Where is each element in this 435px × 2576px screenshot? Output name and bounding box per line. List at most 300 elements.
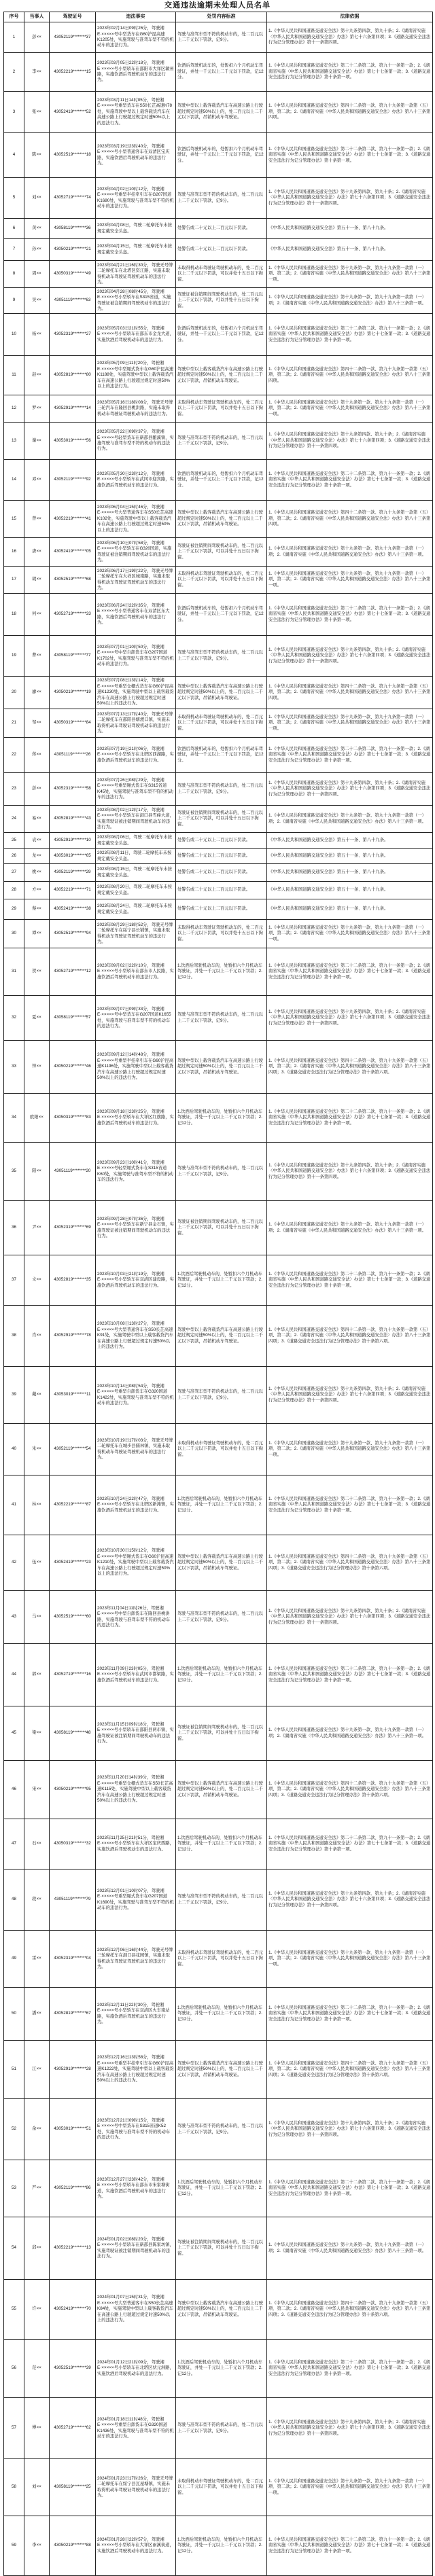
- row-legal-basis: 1.《中华人民共和国道路交通安全法》第十九条第一款、第九十九条第一款第（一）项、第二款；2.《湖南省实施〈中华人民共和国道路交通安全法〉办法》第八十三条第一项。: [267, 1424, 433, 1475]
- row-legal-basis: 1.《中华人民共和国道路交通安全法》第二十二条第二款、第九十一条第一款；2.《湖南省实施〈中华人民共和国道路交通安全法〉办法》第七十七条第一款；3.《道路交通安全违法行为记分管理办法》第十条第一项。: [267, 133, 433, 177]
- row-serial-no: 48: [4, 1870, 24, 1930]
- row-legal-basis: 1.《中华人民共和国道路交通安全法》第四十二条第一款、第九十九条第一款第（五）项、第二款；2.《湖南省实施〈中华人民共和国道路交通安全法〉办法》第八十三条第四项；3.《道路交通安全违法行为记分管理办法》第十条第六项。: [267, 2280, 433, 2339]
- row-license-no: 43050319********84: [50, 709, 96, 737]
- row-penalty: 饮酒后驾驶机动车的，处暂扣六个月机动车驾驶证，并处一千元以上二千元以下罚款，记12分。: [176, 738, 267, 772]
- row-serial-no: 2: [4, 53, 24, 91]
- row-party-name: 杨××: [24, 314, 50, 355]
- row-serial-no: 13: [4, 423, 24, 459]
- row-party-name: 贺××: [24, 948, 50, 995]
- row-license-no: 43052219********15: [50, 53, 96, 91]
- row-violation-fact: 2023年10月03日21时19分，驾驶湘E·×××××号小型轿车在双清区建设路，实施饮酒后驾驶机动车的违法行为。: [96, 1255, 176, 1305]
- row-serial-no: 56: [4, 2340, 24, 2397]
- row-serial-no: 33: [4, 1041, 24, 1093]
- row-legal-basis: 1.《中华人民共和国道路交通安全法》第四十二条第一款、第九十九条第一款第（五）项、第二款；2.《湖南省实施〈中华人民共和国道路交通安全法〉办法》第八十三条第四项；3.《道路交通安全违法行为记分管理办法》第十条第六项。: [267, 1306, 433, 1366]
- row-violation-fact: 2023年12月21日09时15分，驾驶湘E·×××××号中型货车在S315省道K52处，实施驾驶与准驾车型不符的机动车的违法行为。: [96, 2099, 176, 2160]
- row-serial-no: 53: [4, 2160, 24, 2217]
- row-license-no: 43050219********19: [50, 677, 96, 709]
- row-license-no: 43052119********29: [50, 864, 96, 881]
- violation-table: [3, 12, 433, 2576]
- row-penalty: 1.饮酒后驾驶机动车的，处暂扣六个月机动车驾驶证，并处一千元以上二千元以下罚款；2.记12分。: [176, 2340, 267, 2397]
- table-row: [4, 1988, 433, 2041]
- table-row: [4, 2160, 433, 2217]
- row-party-name: 雷××: [24, 1931, 50, 1987]
- row-license-no: 43053019********65: [50, 849, 96, 863]
- row-party-name: 陈××: [24, 133, 50, 177]
- row-license-no: 43052819********43: [50, 806, 96, 832]
- row-party-name: 彭××: [24, 22, 50, 52]
- row-serial-no: 5: [4, 178, 24, 218]
- row-penalty: 驾驶与准驾车型不符的机动车的，处二百元以上二千元以下罚款，记9分。: [176, 1591, 267, 1643]
- row-violation-fact: 2023年08月02日12时17分，驾驶湘E·×××××号小型轿车在洞口县雪峰大道，实施驾驶证被注销期间驾驶机动车的违法行为。: [96, 806, 176, 832]
- row-license-no: 43052219********13: [50, 2217, 96, 2279]
- table-row: [4, 2099, 433, 2160]
- row-license-no: 43052719********74: [50, 178, 96, 218]
- row-party-name: 方××: [24, 882, 50, 899]
- table-header-row: [4, 12, 433, 22]
- row-penalty: 处警告或二十元以上二百元以下罚款。: [176, 882, 267, 899]
- row-serial-no: 15: [4, 501, 24, 537]
- row-violation-fact: 2023年10月14日08时54分，驾驶湘E·×××××号重型自卸货车在G320国道K1422处，实施驾驶与准驾车型不符的机动车的违法行为。: [96, 1367, 176, 1423]
- table-row: [4, 538, 433, 567]
- row-license-no: 43052519********68: [50, 567, 96, 593]
- row-party-name: 傅××: [24, 2398, 50, 2458]
- row-serial-no: 9: [4, 288, 24, 313]
- row-serial-no: 23: [4, 773, 24, 805]
- table-row: [4, 1644, 433, 1706]
- row-license-no: 43058119********25: [50, 2459, 96, 2516]
- row-violation-fact: 2023年03月11日14时05分，驾驶湘E·×××××号重型货车在S50长芷高速K78处，实施驾驶中型以上载客载货汽车在高速公路上行驶超过规定时速50%以上的违法行为。: [96, 92, 176, 132]
- row-penalty: 驾驶与准驾车型不符的机动车的，处二百元以上二千元以下罚款，记9分。: [176, 1367, 267, 1423]
- row-penalty: 驾驶与准驾车型不符的机动车的，处二百元以上二千元以下罚款，记9分。: [176, 1870, 267, 1930]
- row-party-name: 伍××: [24, 1535, 50, 1590]
- row-penalty: 驾驶证被注销期间驾驶机动车的，处二百元以上二千元以下罚款，可以并处十五日以下拘留。: [176, 2217, 267, 2279]
- row-serial-no: 34: [4, 1094, 24, 1142]
- table-row: [4, 636, 433, 677]
- row-penalty: 饮酒后驾驶机动车的，处暂扣六个月机动车驾驶证，并处一千元以上二千元以下罚款，记12分。: [176, 53, 267, 91]
- row-serial-no: 31: [4, 948, 24, 995]
- row-license-no: 43050319********83: [50, 1094, 96, 1142]
- row-license-no: 43052719********12: [50, 948, 96, 995]
- row-penalty: 驾驶中型以上载客载货汽车在高速公路上行驶超过规定时速50%以上的，处二百元以上二千元以下罚款，吊销机动车驾驶证。: [176, 501, 267, 537]
- row-violation-fact: 2023年05月03日21时55分，驾驶湘E·×××××号小型轿车在邵东市金龙大道，实施饮酒后驾驶机动车的违法行为。: [96, 314, 176, 355]
- table-row: [4, 239, 433, 261]
- row-license-no: 43052419********23: [50, 1535, 96, 1590]
- row-license-no: 43051119********20: [50, 1143, 96, 1200]
- row-party-name: 朱××: [24, 1424, 50, 1475]
- row-violation-fact: 2024年01月28日22时57分，驾驶湘E·×××××号小型轿车在大祥区雨溪街道，实施饮酒后驾驶机动车的违法行为。: [96, 2516, 176, 2575]
- row-party-name: 邓××: [24, 460, 50, 500]
- header-violation-fact: 违法事实: [96, 12, 176, 22]
- row-violation-fact: 2023年07月13日17时40分，驾驶无号牌二轮摩托车在邵阳县塘渡口镇，实施未取得机动车驾驶证驾驶机动车的违法行为。: [96, 709, 176, 737]
- header-party: 当事人: [24, 12, 50, 22]
- row-violation-fact: 2023年04月02日10时12分，驾驶湘E·×××××号重型半挂牵引车在G207国道K1680处，实施驾驶与准驾车型不符的机动车的违法行为。: [96, 178, 176, 218]
- row-violation-fact: 2024年01月02日08时20分，驾驶湘E·×××××号小型轿车在新邵县陈家坊镇，实施驾驶证被注销期间驾驶机动车的违法行为。: [96, 2217, 176, 2279]
- row-party-name: 袁××: [24, 833, 50, 848]
- row-serial-no: 52: [4, 2099, 24, 2160]
- row-penalty: 处警告或二十元以上二百元以下罚款。: [176, 833, 267, 848]
- row-license-no: 43052419********52: [50, 92, 96, 132]
- row-serial-no: 32: [4, 996, 24, 1040]
- row-legal-basis: 《中华人民共和国道路交通安全法》第五十一条、第八十九条。: [267, 239, 433, 260]
- row-license-no: 43050219********88: [50, 2516, 96, 2575]
- row-party-name: 曹××: [24, 636, 50, 676]
- row-legal-basis: 1.《中华人民共和国道路交通安全法》第十九条第一款、第九十九条第一款第（一）项、第二款；2.《湖南省实施〈中华人民共和国道路交通安全法〉办法》第八十三条第一项。: [267, 2459, 433, 2516]
- row-party-name: 李××: [24, 2516, 50, 2575]
- row-party-name: 欧阳××: [24, 1094, 50, 1142]
- row-serial-no: 43: [4, 1591, 24, 1643]
- row-violation-fact: 2023年07月01日10时50分，驾驶湘E·×××××号中型自卸货车在G207国道K1702处，实施驾驶与准驾车型不符的机动车的违法行为。: [96, 636, 176, 676]
- row-legal-basis: 1.《中华人民共和国道路交通安全法》第十九条第四款、第九十条；2.《湖南省实施〈中华人民共和国道路交通安全法〉办法》第七十六条第四项；3.《道路交通安全违法行为记分管理办法》第十一条第四项。: [267, 1591, 433, 1643]
- row-penalty: 驾驶中型以上载客载货汽车在高速公路上行驶超过规定时速50%以上的，处二百元以上二千元以下罚款，吊销机动车驾驶证。: [176, 2280, 267, 2339]
- row-serial-no: 57: [4, 2398, 24, 2458]
- row-serial-no: 20: [4, 677, 24, 709]
- row-serial-no: 16: [4, 538, 24, 566]
- row-violation-fact: 2023年10月08日13时27分，驾驶湘E·×××××号大型普通客车在S50长芷高速K91处，实施驾驶中型以上载客载货汽车在高速公路上行驶超过规定时速50%以上的违法行为。: [96, 1306, 176, 1366]
- row-party-name: 谭××: [24, 920, 50, 948]
- row-penalty: 处警告或二十元以上二百元以下罚款。: [176, 899, 267, 919]
- table-row: [4, 709, 433, 738]
- table-row: [4, 899, 433, 920]
- row-legal-basis: 1.《中华人民共和国道路交通安全法》第二十二条第二款、第九十一条第一款；2.《湖南省实施〈中华人民共和国道路交通安全法〉办法》第七十七条第一款；3.《道路交通安全违法行为记分管理办法》第十条第一项。: [267, 1094, 433, 1142]
- row-party-name: 廖××: [24, 677, 50, 709]
- table-row: [4, 920, 433, 948]
- row-party-name: 戴××: [24, 1367, 50, 1423]
- row-license-no: 43052119********54: [50, 1424, 96, 1475]
- row-violation-fact: 2023年08月24日，驾驶二轮摩托车未按规定戴安全头盔。: [96, 899, 176, 919]
- row-violation-fact: 2023年11月15日09时18分，驾驶湘E·×××××号小型轿车在邵阳县两市镇，实施驾驶证被注销期间驾驶机动车的违法行为。: [96, 1706, 176, 1760]
- row-party-name: 罗××: [24, 395, 50, 422]
- row-party-name: 彭××: [24, 773, 50, 805]
- row-license-no: 43051119********26: [50, 738, 96, 772]
- row-legal-basis: 1.《中华人民共和国道路交通安全法》第十九条第一款、第九十九条第一款第（一）项、第二款；2.《湖南省实施〈中华人民共和国道路交通安全法〉办法》第八十三条第一项。: [267, 709, 433, 737]
- row-legal-basis: 1.《中华人民共和国道路交通安全法》第十九条第四款、第九十条；2.《湖南省实施〈中华人民共和国道路交通安全法〉办法》第七十六条第四项；3.《道路交通安全违法行为记分管理办法》第十一条第四项。: [267, 22, 433, 52]
- row-serial-no: 6: [4, 219, 24, 238]
- row-penalty: 驾驶中型以上载客载货汽车在高速公路上行驶超过规定时速50%以上的，处二百元以上二千元以下罚款，吊销机动车驾驶证。: [176, 1306, 267, 1366]
- row-license-no: 43052519********60: [50, 1591, 96, 1643]
- row-violation-fact: 2023年08月06日，驾驶二轮摩托车未按规定戴安全头盔。: [96, 833, 176, 848]
- table-row: [4, 133, 433, 178]
- row-violation-fact: 2023年09月07日09时33分，驾驶湘E·×××××号中型货车在G207国道K1655处，实施驾驶与准驾车型不符的机动车的违法行为。: [96, 996, 176, 1040]
- row-violation-fact: 2024年01月07日15时31分，驾驶湘E·×××××号大型普通客车在S50长芷高速K84处，实施驾驶中型以上载客载货汽车在高速公路上行驶超过规定时速50%以上的违法行为。: [96, 2280, 176, 2339]
- row-legal-basis: 1.《中华人民共和国道路交通安全法》第十九条第四款、第九十条；2.《湖南省实施〈中华人民共和国道路交通安全法〉办法》第七十六条第四项；3.《道路交通安全违法行为记分管理办法》第十一条第四项。: [267, 2398, 433, 2458]
- table-row: [4, 1819, 433, 1870]
- row-violation-fact: 2023年11月20日14时39分，驾驶湘E·×××××号重型仓栅式货车在S50长芷高速K115处，实施驾驶中型以上载客载货汽车在高速公路上行驶超过规定时速50%以上的违法行为。: [96, 1761, 176, 1819]
- table-row: [4, 1870, 433, 1931]
- row-violation-fact: 2023年07月08日13时14分，驾驶湘E·×××××号重型仓栅式货车在G60沪昆高速K1230处，实施驾驶中型以上载客载货汽车在高速公路上行驶超过规定时速50%以上的违法行为。: [96, 677, 176, 709]
- row-serial-no: 38: [4, 1306, 24, 1366]
- table-row: [4, 1931, 433, 1988]
- row-penalty: 1.饮酒后驾驶机动车的，处暂扣六个月机动车驾驶证，并处一千元以上二千元以下罚款；2.记12分。: [176, 1988, 267, 2040]
- row-legal-basis: 《中华人民共和国道路交通安全法》第五十一条、第八十九条。: [267, 833, 433, 848]
- row-violation-fact: 2023年06月10日07时58分，驾驶湘E·×××××号小型轿车在G320国道，实施驾驶证被注销期间驾驶机动车的违法行为。: [96, 538, 176, 566]
- row-legal-basis: 1.《中华人民共和国道路交通安全法》第四十二条第一款、第九十九条第一款第（五）项、第二款；2.《湖南省实施〈中华人民共和国道路交通安全法〉办法》第八十三条第四项。: [267, 356, 433, 395]
- row-violation-fact: 2023年05月22日09时37分，驾驶湘E·×××××号轻型货车在新邵县酿溪镇，实施驾驶与准驾车型不符的机动车的违法行为。: [96, 423, 176, 459]
- row-license-no: 43052519********18: [50, 133, 96, 177]
- table-row: [4, 288, 433, 314]
- row-legal-basis: 1.《中华人民共和国道路交通安全法》第十九条第四款、第九十条；2.《湖南省实施〈中华人民共和国道路交通安全法〉办法》第七十六条第四项；3.《道路交通安全违法行为记分管理办法》第十一条第四项。: [267, 1367, 433, 1423]
- row-violation-fact: 2023年07月26日08时29分，驾驶湘E·×××××号重型厢式货车在S315省道K45处，实施驾驶与准驾车型不符的机动车的违法行为。: [96, 773, 176, 805]
- row-violation-fact: 2023年08月15日，驾驶二轮摩托车未按规定戴安全头盔。: [96, 864, 176, 881]
- row-license-no: 43052719********16: [50, 1644, 96, 1706]
- row-legal-basis: 1.《中华人民共和国道路交通安全法》第十九条第一款、第九十九条第一款第（一）项；2.《湖南省实施〈中华人民共和国道路交通安全法〉办法》第八十三条第一项。: [267, 2217, 433, 2279]
- row-penalty: 未取得机动车驾驶证驾驶机动车的，处二百元以上二千元以下罚款，可以并处十五日以下拘留。: [176, 920, 267, 948]
- row-party-name: 郭××: [24, 1644, 50, 1706]
- row-serial-no: 35: [4, 1143, 24, 1200]
- table-row: [4, 677, 433, 709]
- row-legal-basis: 1.《中华人民共和国道路交通安全法》第十九条第四款、第九十条；2.《湖南省实施〈中华人民共和国道路交通安全法〉办法》第七十六条第四项；3.《道路交通安全违法行为记分管理办法》第十一条第四项。: [267, 773, 433, 805]
- row-party-name: 余××: [24, 2099, 50, 2160]
- row-penalty: 1.饮酒后驾驶机动车的，处暂扣六个月机动车驾驶证，并处一千元以上二千元以下罚款；2.记12分。: [176, 1644, 267, 1706]
- row-legal-basis: 1.《中华人民共和国道路交通安全法》第二十二条第二款、第九十一条第一款；2.《湖南省实施〈中华人民共和国道路交通安全法〉办法》第七十七条第一款；3.《道路交通安全违法行为记分管理办法》第十条第一项。: [267, 738, 433, 772]
- row-legal-basis: 1.《中华人民共和国道路交通安全法》第四十二条第一款、第九十九条第一款第（五）项、第二款；2.《湖南省实施〈中华人民共和国道路交通安全法〉办法》第八十三条第四项；3.《道路交通安全违法行为记分管理办法》第十条第六项。: [267, 1761, 433, 1819]
- row-party-name: 马××: [24, 1591, 50, 1643]
- row-legal-basis: 1.《中华人民共和国道路交通安全法》第二十二条第二款、第九十一条第一款；2.《湖南省实施〈中华人民共和国道路交通安全法〉办法》第七十七条第一款；3.《道路交通安全违法行为记分管理办法》第十条第一项。: [267, 2160, 433, 2217]
- row-license-no: 43058119********77: [50, 636, 96, 676]
- row-violation-fact: 2023年03月19日23时40分，驾驶湘E·×××××号小型普通客车在双清区宝庆路，实施饮酒后驾驶机动车的违法行为。: [96, 133, 176, 177]
- row-legal-basis: 《中华人民共和国道路交通安全法》第五十一条、第八十九条。: [267, 899, 433, 919]
- row-penalty: 驾驶证被注销期间驾驶机动车的，处二百元以上二千元以下罚款，可以并处十五日以下拘留。: [176, 538, 267, 566]
- row-license-no: 43050219********95: [50, 1761, 96, 1819]
- row-serial-no: 24: [4, 806, 24, 832]
- header-serial-no: 序号: [4, 12, 24, 22]
- row-serial-no: 46: [4, 1761, 24, 1819]
- row-legal-basis: 1.《中华人民共和国道路交通安全法》第二十二条第二款、第九十一条第一款；2.《湖南省实施〈中华人民共和国道路交通安全法〉办法》第七十七条第一款；3.《道路交通安全违法行为记分管理办法》第十条第一项。: [267, 2516, 433, 2575]
- row-legal-basis: 1.《中华人民共和国道路交通安全法》第十九条第四款、第九十条；2.《湖南省实施〈中华人民共和国道路交通安全法〉办法》第七十六条第四项；3.《道路交通安全违法行为记分管理办法》第十一条第四项。: [267, 996, 433, 1040]
- row-penalty: 未取得机动车驾驶证驾驶机动车的，处二百元以上二千元以下罚款，可以并处十五日以下拘留。: [176, 261, 267, 287]
- row-license-no: 43058119********57: [50, 996, 96, 1040]
- row-legal-basis: 1.《中华人民共和国道路交通安全法》第二十二条第二款、第九十一条第一款；2.《湖南省实施〈中华人民共和国道路交通安全法〉办法》第七十七条第一款；3.《道路交通安全违法行为记分管理办法》第十条第一项。: [267, 53, 433, 91]
- row-violation-fact: 2024年01月12日21时09分，驾驶湘E·×××××号小型轿车在北塔区状元洲路，实施饮酒后驾驶机动车的违法行为。: [96, 2340, 176, 2397]
- row-party-name: 夏××: [24, 996, 50, 1040]
- row-violation-fact: 2023年04月28日08时45分，驾驶湘E·×××××号小型轿车在S315省道，实施驾驶证被注销期间驾驶机动车的违法行为。: [96, 288, 176, 313]
- row-party-name: 龙××: [24, 849, 50, 863]
- row-serial-no: 37: [4, 1255, 24, 1305]
- table-row: [4, 1143, 433, 1201]
- row-party-name: 严××: [24, 2160, 50, 2217]
- row-serial-no: 44: [4, 1644, 24, 1706]
- row-legal-basis: 1.《中华人民共和国道路交通安全法》第二十二条第二款、第九十一条第一款；2.《湖南省实施〈中华人民共和国道路交通安全法〉办法》第七十七条第一款；3.《道路交通安全违法行为记分管理办法》第十条第一项。: [267, 460, 433, 500]
- row-party-name: 张××: [24, 92, 50, 132]
- row-penalty: 1.饮酒后驾驶机动车的，处暂扣六个月机动车驾驶证，并处一千元以上二千元以下罚款；2.记12分。: [176, 948, 267, 995]
- row-legal-basis: 1.《中华人民共和国道路交通安全法》第十九条第四款、第九十条；2.《湖南省实施〈中华人民共和国道路交通安全法〉办法》第七十六条第四项；3.《道路交通安全违法行为记分管理办法》第十一条第四项。: [267, 423, 433, 459]
- row-violation-fact: 2024年01月23日17时26分，驾驶无号牌二轮摩托车在绥宁县瓦屋塘镇，实施未取得机动车驾驶证驾驶机动车的违法行为。: [96, 2459, 176, 2516]
- row-license-no: 43058119********36: [50, 219, 96, 238]
- row-violation-fact: 2023年09月23日10时41分，驾驶湘E·×××××号轻型厢式货车在S315省道K60处，实施驾驶与准驾车型不符的机动车的违法行为。: [96, 1143, 176, 1200]
- row-license-no: 43052219********41: [50, 501, 96, 537]
- row-legal-basis: 1.《中华人民共和国道路交通安全法》第二十二条第二款、第九十一条第一款；2.《湖南省实施〈中华人民共和国道路交通安全法〉办法》第七十七条第一款；3.《道路交通安全违法行为记分管理办法》第十条第一项。: [267, 948, 433, 995]
- row-penalty: 驾驶与准驾车型不符的机动车的，处二百元以上二千元以下罚款，记9分。: [176, 773, 267, 805]
- table-row: [4, 1761, 433, 1819]
- table-row: [4, 1255, 433, 1306]
- row-penalty: 驾驶中型以上载客载货汽车在高速公路上行驶超过规定时速50%以上的，处二百元以上二千元以下罚款，吊销机动车驾驶证。: [176, 356, 267, 395]
- row-legal-basis: 1.《中华人民共和国道路交通安全法》第十九条第一款、第九十九条第一款第（一）项；2.《湖南省实施〈中华人民共和国道路交通安全法〉办法》第八十三条第一项。: [267, 806, 433, 832]
- row-serial-no: 10: [4, 314, 24, 355]
- table-row: [4, 423, 433, 460]
- row-violation-fact: 2023年08月29日18时52分，驾驶无号牌二轮摩托车在绥宁县长铺镇，实施未取得机动车驾驶证驾驶机动车的违法行为。: [96, 920, 176, 948]
- row-penalty: 驾驶中型以上载客载货汽车在高速公路上行驶超过规定时速50%以上的，处二百元以上二千元以下罚款，吊销机动车驾驶证。: [176, 1041, 267, 1093]
- row-license-no: 43052319********27: [50, 314, 96, 355]
- row-serial-no: 4: [4, 133, 24, 177]
- row-license-no: 43050319********32: [50, 1819, 96, 1869]
- row-serial-no: 40: [4, 1424, 24, 1475]
- row-violation-fact: 2023年05月16日18时08分，驾驶无号牌三轮汽车在隆回县桃洪路，实施未取得机动车驾驶证驾驶机动车的违法行为。: [96, 395, 176, 422]
- row-legal-basis: 《中华人民共和国道路交通安全法》第五十一条、第八十九条。: [267, 219, 433, 238]
- row-violation-fact: 2023年06月17日19时22分，驾驶无号牌二轮摩托车在大祥区城南路，实施未取得机动车驾驶证驾驶机动车的违法行为。: [96, 567, 176, 593]
- row-legal-basis: 《中华人民共和国道路交通安全法》第五十一条、第八十九条。: [267, 849, 433, 863]
- row-legal-basis: 1.《中华人民共和国道路交通安全法》第四十二条第一款、第九十九条第一款第（五）项、第二款；2.《湖南省实施〈中华人民共和国道路交通安全法〉办法》第八十三条第四项。: [267, 677, 433, 709]
- row-serial-no: 50: [4, 1988, 24, 2040]
- row-penalty: 驾驶与准驾车型不符的机动车的，处二百元以上二千元以下罚款，记9分。: [176, 423, 267, 459]
- row-legal-basis: 1.《中华人民共和国道路交通安全法》第二十二条第二款、第九十一条第一款；2.《湖南省实施〈中华人民共和国道路交通安全法〉办法》第七十七条第一款；3.《道路交通安全违法行为记分管理办法》第十条第一项。: [267, 1819, 433, 1869]
- row-party-name: 刘××: [24, 2459, 50, 2516]
- row-violation-fact: 2023年10月24日22时47分，驾驶湘E·×××××号小型轿车在北塔区新滩镇，实施饮酒后驾驶机动车的违法行为。: [96, 1475, 176, 1535]
- row-legal-basis: 1.《中华人民共和国道路交通安全法》第十九条第一款、第九十九条第一款第（一）项；2.《湖南省实施〈中华人民共和国道路交通安全法〉办法》第八十三条第一项。: [267, 1201, 433, 1255]
- row-license-no: 43052319********69: [50, 1201, 96, 1255]
- row-penalty: 1.饮酒后驾驶机动车的，处暂扣六个月机动车驾驶证，并处一千元以上二千元以下罚款；2.记12分。: [176, 2160, 267, 2217]
- table-row: [4, 567, 433, 594]
- row-violation-fact: 2023年12月16日13时58分，驾驶湘E·×××××号重型半挂牵引车在G60沪昆高速K1222处，实施驾驶中型以上载客载货汽车在高速公路上行驶超过规定时速50%以上的违法行为。: [96, 2041, 176, 2098]
- row-serial-no: 17: [4, 567, 24, 593]
- row-serial-no: 58: [4, 2459, 24, 2516]
- row-penalty: 处警告或二十元以上二百元以下罚款。: [176, 239, 267, 260]
- row-violation-fact: 2024年01月18日11时48分，驾驶湘E·×××××号重型自卸货车在G320国道K1436处，实施驾驶与准驾车型不符的机动车的违法行为。: [96, 2398, 176, 2458]
- row-serial-no: 42: [4, 1535, 24, 1590]
- row-party-name: 许××: [24, 2280, 50, 2339]
- table-body: [4, 22, 433, 2576]
- row-party-name: 吴××: [24, 288, 50, 313]
- row-party-name: 林××: [24, 1475, 50, 1535]
- row-party-name: 易××: [24, 806, 50, 832]
- row-violation-fact: 2023年12月01日10时07分，驾驶湘E·×××××号重型厢式货车在G207国道K1690处，实施驾驶与准驾车型不符的机动车的违法行为。: [96, 1870, 176, 1930]
- row-party-name: 邱××: [24, 2217, 50, 2279]
- row-serial-no: 28: [4, 882, 24, 899]
- table-row: [4, 219, 433, 239]
- row-license-no: 43051119********79: [50, 1870, 96, 1930]
- table-row: [4, 2516, 433, 2576]
- row-penalty: 未取得机动车驾驶证驾驶机动车的，处二百元以上二千元以下罚款，可以并处十五日以下拘留。: [176, 709, 267, 737]
- row-penalty: 处警告或二十元以上二百元以下罚款。: [176, 849, 267, 863]
- row-license-no: 43053019********56: [50, 423, 96, 459]
- row-serial-no: 8: [4, 261, 24, 287]
- row-license-no: 43051119********63: [50, 288, 96, 313]
- row-violation-fact: 2023年04月08日，驾驶二轮摩托车未按规定戴安全头盔。: [96, 219, 176, 238]
- row-serial-no: 11: [4, 356, 24, 395]
- table-row: [4, 833, 433, 849]
- table-row: [4, 1367, 433, 1424]
- table-row: [4, 773, 433, 806]
- row-legal-basis: 1.《中华人民共和国道路交通安全法》第十九条第四款、第九十条；2.《湖南省实施〈中华人民共和国道路交通安全法〉办法》第七十六条第四项；3.《道路交通安全违法行为记分管理办法》第十一条第四项。: [267, 1143, 433, 1200]
- row-violation-fact: 2023年04月21日16时30分，驾驶无号牌二轮摩托车在北塔区资江路，实施未取得机动车驾驶证驾驶机动车的违法行为。: [96, 261, 176, 287]
- row-license-no: 43052519********94: [50, 920, 96, 948]
- row-penalty: 未取得机动车驾驶证驾驶机动车的，处二百元以上二千元以下罚款，可以并处十五日以下拘留。: [176, 567, 267, 593]
- row-license-no: 43050319********49: [50, 261, 96, 287]
- table-row: [4, 2041, 433, 2099]
- table-row: [4, 594, 433, 636]
- row-legal-basis: 1.《中华人民共和国道路交通安全法》第二十二条第二款、第九十一条第一款；2.《湖南省实施〈中华人民共和国道路交通安全法〉办法》第七十七条第一款；3.《道路交通安全违法行为记分管理办法》第十条第一项。: [267, 594, 433, 635]
- row-legal-basis: 1.《中华人民共和国道路交通安全法》第二十二条第二款、第九十一条第一款；2.《湖南省实施〈中华人民共和国道路交通安全法〉办法》第七十七条第一款；3.《道路交通安全违法行为记分管理办法》第十条第一项。: [267, 1988, 433, 2040]
- row-penalty: 驾驶与准驾车型不符的机动车的，处二百元以上二千元以下罚款，记9分。: [176, 2398, 267, 2458]
- row-license-no: 43052119********37: [50, 22, 96, 52]
- row-serial-no: 26: [4, 849, 24, 863]
- row-serial-no: 36: [4, 1201, 24, 1255]
- row-license-no: 43052419********38: [50, 899, 96, 919]
- row-party-name: 姚××: [24, 864, 50, 881]
- row-legal-basis: 1.《中华人民共和国道路交通安全法》第四十二条第一款、第九十九条第一款第（五）项、第二款；2.《湖南省实施〈中华人民共和国道路交通安全法〉办法》第八十三条第四项；3.《道路交通安全违法行为记分管理办法》第十条第六项。: [267, 1535, 433, 1590]
- row-legal-basis: 1.《中华人民共和国道路交通安全法》第四十二条第一款、第九十九条第一款第（五）项、第二款；2.《湖南省实施〈中华人民共和国道路交通安全法〉办法》第八十三条第四项。: [267, 501, 433, 537]
- row-penalty: 饮酒后驾驶机动车的，处暂扣六个月机动车驾驶证，并处一千元以上二千元以下罚款，记12分。: [176, 314, 267, 355]
- row-license-no: 43052919********10: [50, 833, 96, 848]
- row-license-no: 43052319********58: [50, 773, 96, 805]
- row-party-name: 周××: [24, 261, 50, 287]
- table-row: [4, 1706, 433, 1761]
- table-row: [4, 1475, 433, 1535]
- row-party-name: 梁××: [24, 1706, 50, 1760]
- row-serial-no: 39: [4, 1367, 24, 1423]
- row-violation-fact: 2023年10月30日15时12分，驾驶湘E·×××××号中型厢式货车在G60沪昆高速K1210处，实施驾驶中型以上载客载货汽车在高速公路上行驶超过规定时速50%以上的违法行为。: [96, 1535, 176, 1590]
- row-license-no: 43052419********70: [50, 2280, 96, 2339]
- row-party-name: 何××: [24, 594, 50, 635]
- row-penalty: 驾驶证被注销期间驾驶机动车的，处二百元以上二千元以下罚款，可以并处十五日以下拘留。: [176, 288, 267, 313]
- row-violation-fact: 2023年11月04日11时26分，驾驶湘E·×××××号中型自卸货车在隆回县桃洪路，实施驾驶与准驾车型不符的机动车的违法行为。: [96, 1591, 176, 1643]
- row-violation-fact: 2023年11月09日23时05分，驾驶湘E·×××××号小型轿车在武冈市都梁路，实施饮酒后驾驶机动车的违法行为。: [96, 1644, 176, 1706]
- row-legal-basis: 1.《中华人民共和国道路交通安全法》第十九条第一款、第九十九条第一款第（一）项、第二款；2.《湖南省实施〈中华人民共和国道路交通安全法〉办法》第八十三条第一项。: [267, 567, 433, 593]
- row-license-no: 43052219********71: [50, 882, 96, 899]
- table-row: [4, 356, 433, 395]
- row-legal-basis: 1.《中华人民共和国道路交通安全法》第十九条第一款、第九十九条第一款第（一）项；2.《湖南省实施〈中华人民共和国道路交通安全法〉办法》第八十三条第一项。: [267, 288, 433, 313]
- row-legal-basis: 1.《中华人民共和国道路交通安全法》第十九条第一款、第九十九条第一款第（一）项、第二款；2.《湖南省实施〈中华人民共和国道路交通安全法〉办法》第八十三条第一项。: [267, 920, 433, 948]
- row-legal-basis: 1.《中华人民共和国道路交通安全法》第十九条第一款、第九十九条第一款第（一）项、第二款；2.《湖南省实施〈中华人民共和国道路交通安全法〉办法》第八十三条第一项。: [267, 261, 433, 287]
- row-serial-no: 51: [4, 2041, 24, 2098]
- table-row: [4, 22, 433, 53]
- row-license-no: 43052919********28: [50, 2041, 96, 2098]
- row-penalty: 驾驶中型以上载客载货汽车在高速公路上行驶超过规定时速50%以上的，处二百元以上二千元以下罚款，吊销机动车驾驶证。: [176, 1535, 267, 1590]
- row-license-no: 43050219********46: [50, 1041, 96, 1093]
- row-violation-fact: 2023年05月09日11时20分，驾驶湘E·×××××号中型厢式货车在G60沪昆高速K1188处，实施驾驶中型以上载客载货汽车在高速公路上行驶超过规定时速50%以上的违法行为。: [96, 356, 176, 395]
- page-title: 交通违法逾期未处理人员名单: [164, 1, 271, 10]
- row-legal-basis: 1.《中华人民共和国道路交通安全法》第四十二条第一款、第九十九条第一款第（五）项、第二款；2.《湖南省实施〈中华人民共和国道路交通安全法〉办法》第八十三条第四项；3.《道路交通安全违法行为记分管理办法》第十条第六项。: [267, 2041, 433, 2098]
- row-penalty: 处警告或二十元以上二百元以下罚款。: [176, 219, 267, 238]
- row-license-no: 43052419********05: [50, 538, 96, 566]
- row-serial-no: 27: [4, 864, 24, 881]
- row-party-name: 肖××: [24, 1306, 50, 1366]
- row-party-name: 尹××: [24, 1201, 50, 1255]
- row-violation-fact: 2023年12月06日16时44分，驾驶无号牌三轮摩托车在洞口县花园镇，实施未取得机动车驾驶证驾驶机动车的违法行为。: [96, 1931, 176, 1987]
- table-row: [4, 1094, 433, 1143]
- row-serial-no: 7: [4, 239, 24, 260]
- table-row: [4, 849, 433, 864]
- row-license-no: 43052819********80: [50, 356, 96, 395]
- row-serial-no: 49: [4, 1931, 24, 1987]
- table-row: [4, 2398, 433, 2459]
- row-serial-no: 47: [4, 1819, 24, 1869]
- table-row: [4, 1201, 433, 1255]
- row-serial-no: 45: [4, 1706, 24, 1760]
- row-serial-no: 14: [4, 460, 24, 500]
- table-row: [4, 806, 433, 833]
- table-row: [4, 864, 433, 882]
- row-party-name: 谢××: [24, 423, 50, 459]
- row-violation-fact: 2023年12月11日22时30分，驾驶湘E·×××××号小型轿车在双清区火车南站路，实施饮酒后驾驶机动车的违法行为。: [96, 1988, 176, 2040]
- row-legal-basis: 《中华人民共和国道路交通安全法》第五十一条、第八十九条。: [267, 864, 433, 881]
- row-violation-fact: 2023年07月19日21时06分，驾驶湘E·×××××号小型轿车在北塔区西湖路，实施饮酒后驾驶机动车的违法行为。: [96, 738, 176, 772]
- row-party-name: 文××: [24, 1255, 50, 1305]
- table-row: [4, 996, 433, 1041]
- row-party-name: 赵××: [24, 356, 50, 395]
- row-violation-fact: 2023年09月28日07时36分，驾驶湘E·×××××号小型轿车在新宁县金石镇，实施驾驶证被注销期间驾驶机动车的违法行为。: [96, 1201, 176, 1255]
- row-legal-basis: 《中华人民共和国道路交通安全法》第五十一条、第八十九条。: [267, 882, 433, 899]
- row-party-name: 唐××: [24, 538, 50, 566]
- row-penalty: 1.饮酒后驾驶机动车的，处暂扣六个月机动车驾驶证，并处一千元以上二千元以下罚款；2.记12分。: [176, 1475, 267, 1535]
